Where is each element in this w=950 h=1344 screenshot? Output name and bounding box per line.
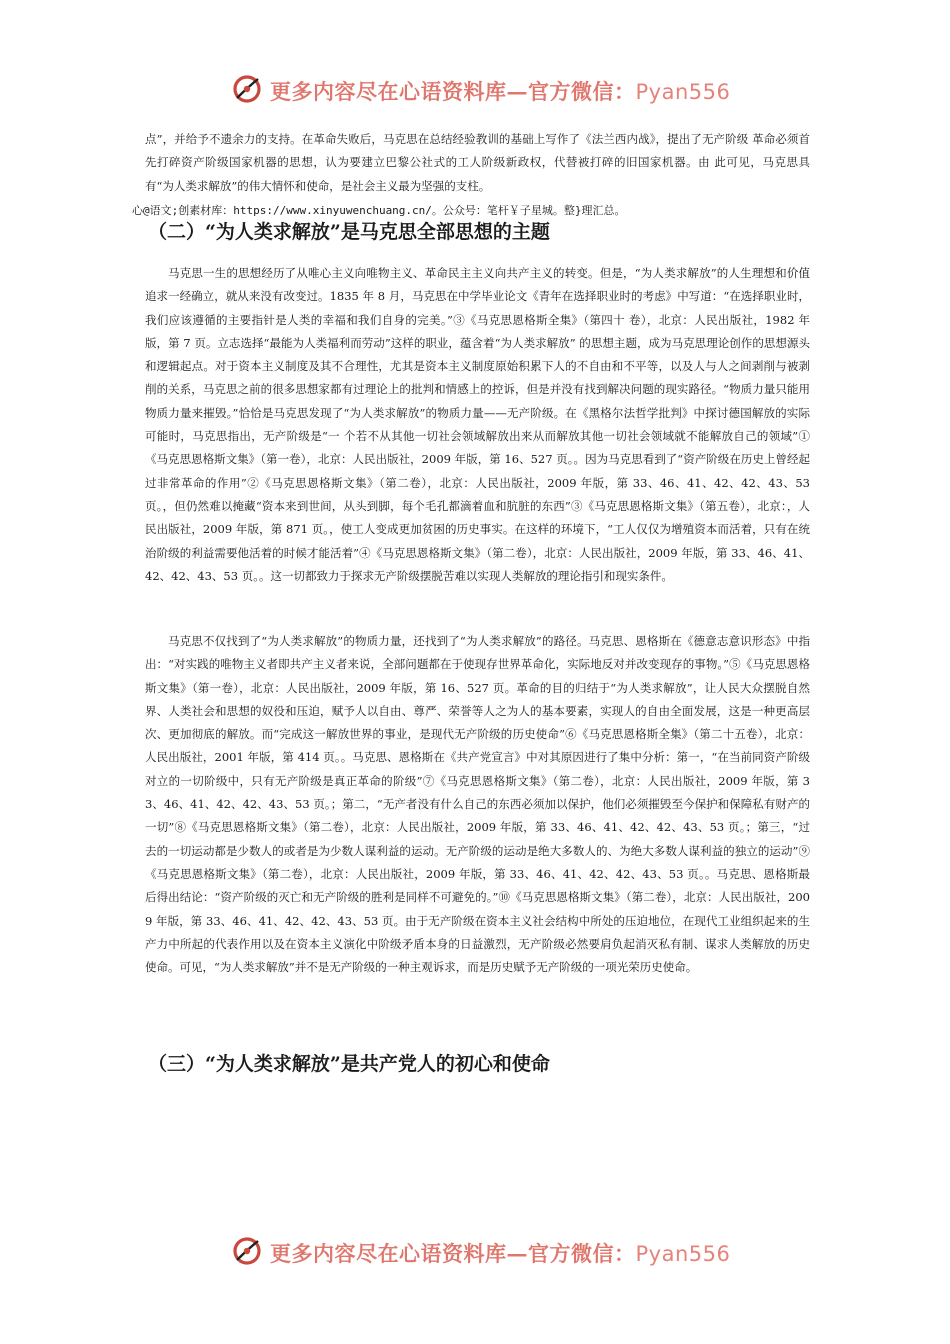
brush-logo-icon [232, 74, 262, 104]
wechat-id: Pyan556 [635, 1242, 731, 1266]
banner-text: 更多内容尽在心语资料库—官方微信：Pyan556 [270, 1241, 731, 1266]
paragraph-1: 马克思一生的思想经历了从唯心主义向唯物主义、革命民主主义向共产主义的转变。但是，“为人类求解放”的人生理想和价值追求一经确立，就从来没有改变过。1835 年 8 月，马克思在中学毕业论文《青年在选择职业时的考虑》中写道：“在选择职业时，我们应该遵循的主要指针是人类的幸福和我们自身的完美。”③《马克思恩格斯全集》（第四十 卷），北京：人民出版社，1982 年版，第 7 页。立志选择“最能为人类福利而劳动”这样的职业，蕴含着“为人类求解放” 的思想主题，成为马克思理论创作的思想源头和逻辑起点。对于资本主义制度及其不合理性，尤其是资本主义制度原始积累下人的不自由和不平等，以及人与人之间剥削与被剥削的关系，马克思之前的很多思想家都有过理论上的批判和情感上的控诉，但是并没有找到解决问题的现实路径。“物质力量只能用物质力量来摧毁。”恰恰是马克思发现了“为人类求解放”的物质力量——无产阶级。在《黑格尔法哲学批判》中探讨德国解放的实际可能时，马克思指出，无产阶级是“一 个若不从其他一切社会领域解放出来从而解放其他一切社会领域就不能解放自己的领域”①《马克思恩格斯文集》（第一卷），北京：人民出版社，2009 年版，第 16、527 页。。因为马克思看到了“资产阶级在历史上曾经起过非常革命的作用”②《马克思恩格斯文集》（第二卷），北京：人民出版社，2009 年版，第 33、46、41、42、42、43、53 页。，但仍然难以掩藏“资本来到世间，从头到脚，每个毛孔都滴着血和肮脏的东西”③《马克思恩格斯文集》（第五卷），北京：，人民出版社，2009 年版，第 871 页。，使工人变成更加贫困的历史事实。在这样的环境下，“工人仅仅为增殖资本而活着，只有在统治阶级的利益需要他活着的时候才能活着”④《马克思恩格斯文集》（第二卷），北京：人民出版社，2009 年版，第 33、46、41、42、42、43、53 页。。这一切都致力于探求无产阶级摆脱苦难以实现人类解放的理论指引和现实条件。 [145, 266, 810, 583]
banner-text: 更多内容尽在心语资料库—官方微信：Pyan556 [270, 79, 731, 104]
brush-logo-icon [232, 1236, 262, 1266]
section-heading-3: （三）“为人类求解放”是共产党人的初心和使命 [148, 1053, 550, 1075]
section-heading-2: （二）“为人类求解放”是马克思全部思想的主题 [148, 221, 550, 243]
footer-watermark-banner [0, 1232, 950, 1272]
paragraph-continued: 点”，并给予不遗余力的支持。在革命失败后，马克思在总结经验教训的基础上写作了《法兰西内战》，提出了无产阶级 革命必须首先打碎资产阶级国家机器的思想，认为要建立巴黎公社式的工人阶级新政权，代替被打碎的旧国家机器。由 此可见，马克思具有“为人类求解放”的伟大情怀和使命，是社会主义最为坚强的支柱。 [145, 132, 810, 193]
wechat-id: Pyan556 [635, 80, 731, 104]
source-note: 心@语文;创素材库：https://www.xinyuwenchuang.cn/。公众号：笔杆￥子星城。整}理汇总。 [132, 204, 626, 217]
header-watermark-banner [0, 70, 950, 110]
paragraph-2: 马克思不仅找到了“为人类求解放”的物质力量，还找到了“为人类求解放”的路径。马克思、恩格斯在《德意志意识形态》中指出：“对实践的唯物主义者即共产主义者来说，全部问题都在于使现存世界革命化，实际地反对并改变现存的事物。”⑤《马克思恩格斯文集》（第一卷），北京：人民出版社，2009 年版，第 16、527 页。革命的目的归结于“为人类求解放”，让人民大众摆脱自然界、人类社会和思想的奴役和压迫，赋予人以自由、尊严、荣誉等人之为人的基本要素，实现人的自由全面发展，这是一种更高层次、更加彻底的解放。而“完成这一解放世界的事业，是现代无产阶级的历史使命”⑥《马克思恩格斯全集》（第二十五卷），北京：人民出版社，2001 年版，第 414 页。。马克思、恩格斯在《共产党宣言》中对其原因进行了集中分析：第一，“在当前同资产阶级对立的一切阶级中，只有无产阶级是真正革命的阶级”⑦《马克思恩格斯文集》（第二卷），北京：人民出版社，2009 年版，第 33、46、41、42、42、43、53 页。；第二，“无产者没有什么自己的东西必须加以保护，他们必须摧毁至今保护和保障私有财产的一切”⑧《马克思恩格斯文集》（第二卷），北京：人民出版社，2009 年版，第 33、46、41、42、42、43、53 页。；第三，“过去的一切运动都是少数人的或者是为少数人谋利益的运动。无产阶级的运动是绝大多数人的、为绝大多数人谋利益的独立的运动”⑨《马克思恩格斯文集》（第二卷），北京：人民出版社，2009 年版，第 33、46、41、42、42、43、53 页。。马克思、恩格斯最后得出结论：“资产阶级的灭亡和无产阶级的胜利是同样不可避免的。”⑩《马克思恩格斯文集》（第二卷），北京：人民出版社，2009 年版，第 33、46、41、42、42、43、53 页。由于无产阶级在资本主义社会结构中所处的压迫地位，在现代工业组织起来的生产力中所起的代表作用以及在资本主义演化中阶级矛盾本身的日益激烈，无产阶级必然要肩负起消灭私有制、谋求人类解放的历史使命。可见，“为人类求解放”并不是无产阶级的一种主观诉求，而是历史赋予无产阶级的一项光荣历史使命。 [145, 634, 810, 975]
